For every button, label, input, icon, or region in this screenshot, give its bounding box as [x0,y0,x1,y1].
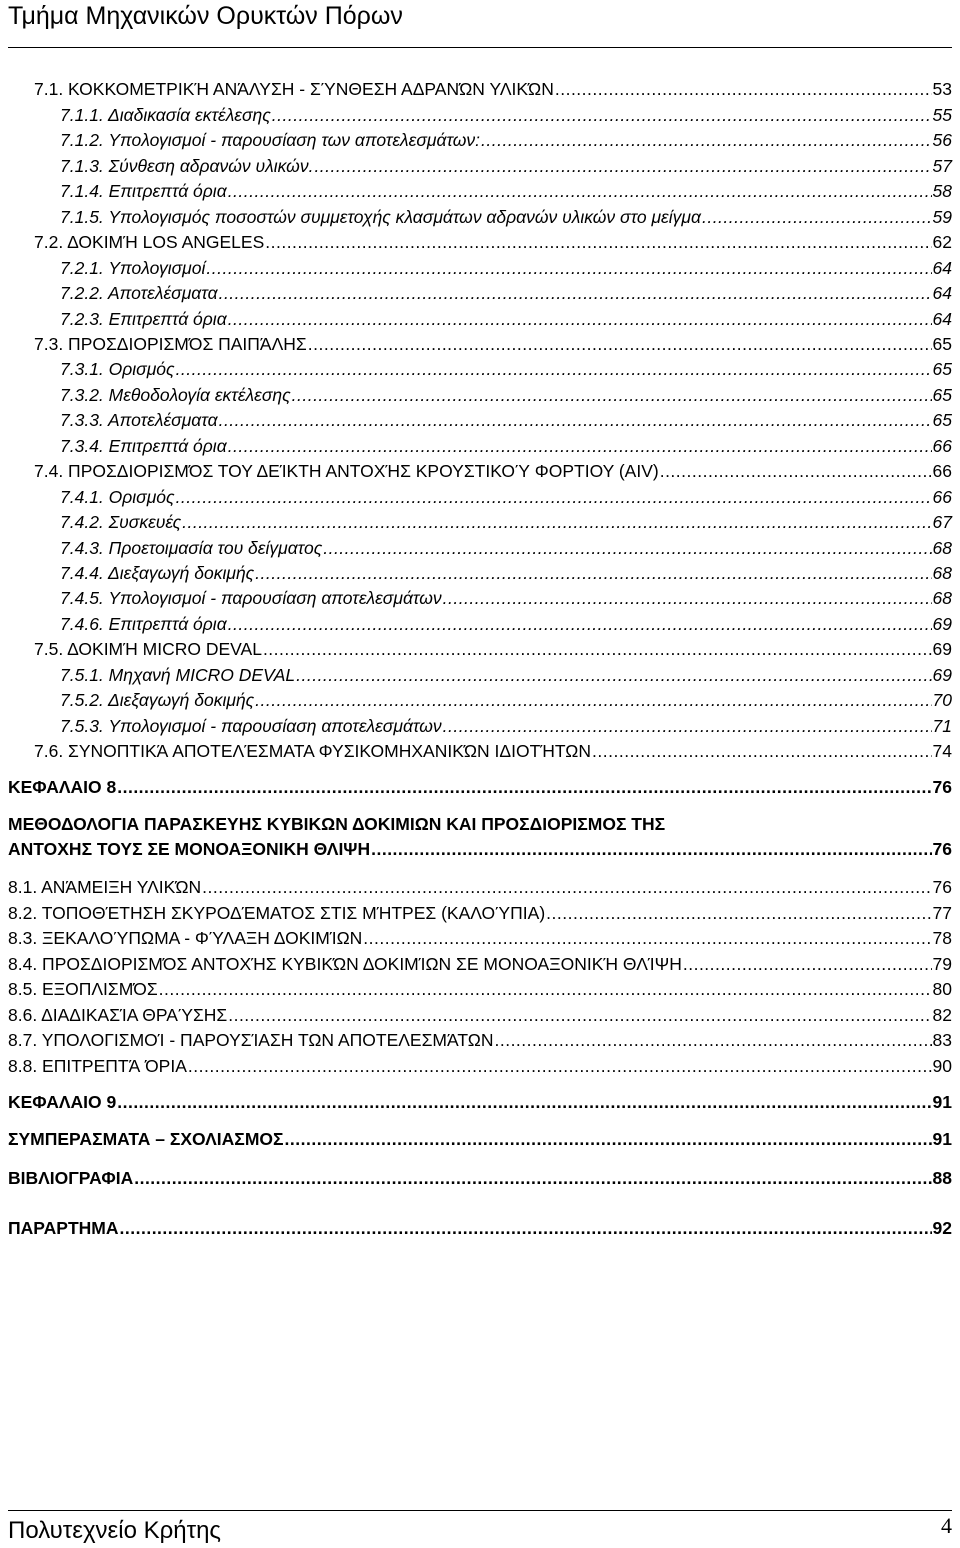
toc-entry-8-3[interactable] [8,927,952,949]
toc-entry-page: 82 [932,1005,952,1025]
leader-dots [182,511,931,533]
toc-entry-7-2-1[interactable] [60,257,952,279]
toc-entry-page: 65 [932,334,952,354]
leader-dots [228,180,932,202]
toc-entry-7-2[interactable] [34,231,952,253]
toc-entry-7-3-4[interactable] [60,435,952,457]
toc-entry-page: 62 [932,232,952,252]
leader-dots [363,927,931,949]
toc-entry-page: 55 [932,105,952,125]
toc-entry-label: ΠΑΡΑΡΤΗΜΑ [8,1218,119,1238]
toc-entry-label: ΚΕΦΑΛΑΙΟ 8 [8,777,117,797]
leader-dots [494,1029,931,1051]
toc-entry-label: 7.4.1. Ορισμός [60,487,175,507]
toc-entry-label: 7.4.2. Συσκευές [60,512,182,532]
leader-dots [555,78,932,100]
leader-dots [296,664,931,686]
toc-entry-page: 70 [932,690,952,710]
toc-entry-7-4[interactable] [34,460,952,482]
toc-entry-label: 7.5.3. Υπολογισμοί - παρουσίαση αποτελεσμάτων [60,716,442,736]
toc-entry-8-6[interactable] [8,1004,952,1026]
toc-entry-label: 8.3. ΞΕΚΑΛΟΎΠΩΜΑ - ΦΎΛΑΞΗ ΔΟΚΙΜΊΩΝ [8,928,363,948]
toc-entry-7-2-3[interactable] [60,308,952,330]
toc-entry-page: 71 [932,716,952,736]
toc-entry-7-1[interactable] [34,78,952,100]
toc-entry-page: 65 [932,359,952,379]
toc-entry-7-1-1[interactable] [60,104,952,126]
toc-entry-page: 68 [932,588,952,608]
toc-entry-8-2[interactable] [8,902,952,924]
leader-dots [202,876,931,898]
leader-dots [219,282,932,304]
toc-entry-label: 7.2.1. Υπολογισμοί [60,258,206,278]
toc-entry-label: ΑΝΤΟΧΗΣ ΤΟΥΣ ΣΕ ΜΟΝΟΑΞΟΝΙΚΗ ΘΛΙΨΗ [8,839,371,859]
toc-entry-page: 64 [932,309,952,329]
leader-dots [292,384,932,406]
leader-dots [228,308,932,330]
leader-dots [702,206,932,228]
footer-institution: Πολυτεχνείο Κρήτης [8,1517,221,1544]
toc-entry-7-4-5[interactable] [60,587,952,609]
toc-entry-label: 7.5. ΔΟΚΙΜΉ MICRO DEVAL [34,639,262,659]
toc-entry-label: 8.8. ΕΠΙΤΡΕΠΤΆ ΌΡΙΑ [8,1056,187,1076]
toc-entry-page: 66 [932,436,952,456]
toc-entry-7-3-2[interactable] [60,384,952,406]
toc-entry-page: 57 [932,156,952,176]
footer-divider [8,1510,952,1511]
toc-entry-7-1-2[interactable] [60,129,952,151]
toc-entry-7-3[interactable] [34,333,952,355]
toc-entry-page: 69 [932,614,952,634]
toc-entry-page: 92 [932,1218,952,1238]
toc-entry-chapter-9[interactable] [8,1091,952,1113]
toc-entry-8-1[interactable] [8,876,952,898]
toc-entry-7-4-2[interactable] [60,511,952,533]
toc-entry-page: 67 [932,512,952,532]
leader-dots [228,613,932,635]
page-header-title: Τμήμα Μηχανικών Ορυκτών Πόρων [8,2,403,30]
toc-entry-7-5-1[interactable] [60,664,952,686]
toc-chapter-8-title: ΜΕΘΟΔΟΛΟΓΙΑ ΠΑΡΑΣΚΕΥΗΣ ΚΥΒΙΚΩΝ ΔΟΚΙΜΙΩΝ ΚΑΙ ΠΡΟΣΔΙΟΡΙΣΜΟΣ ΤΗΣ [8,814,666,834]
toc-entry-label: 8.6. ΔΙΑΔΙΚΑΣΊΑ ΘΡΑΎΣΗΣ [8,1005,228,1025]
toc-entry-label: 7.1.2. Υπολογισμοί - παρουσίαση των αποτελεσμάτων: [60,130,481,150]
toc-entry-page: 69 [932,665,952,685]
toc-entry-page: 64 [932,258,952,278]
toc-entry-label: 7.5.2. Διεξαγωγή δοκιμής [60,690,255,710]
leader-dots [481,129,932,151]
leader-dots [443,715,932,737]
leader-dots [117,776,931,798]
toc-entry-bibliography[interactable] [8,1167,952,1189]
toc-entry-label: 7.3.3. Αποτελέσματα [60,410,218,430]
toc-entry-page: 69 [932,639,952,659]
leader-dots [683,953,932,975]
leader-dots [255,689,931,711]
toc-entry-8-4[interactable] [8,953,952,975]
toc-entry-page: 68 [932,563,952,583]
toc-entry-page: 56 [932,130,952,150]
leader-dots [255,562,931,584]
leader-dots [219,409,932,431]
toc-entry-page: 91 [932,1129,952,1149]
toc-entry-label: 7.3. ΠΡΟΣΔΙΟΡΙΣΜΌΣ ΠΑΙΠΆΛΗΣ [34,334,307,354]
toc-entry-appendix[interactable] [8,1217,952,1239]
toc-entry-7-5-2[interactable] [60,689,952,711]
toc-entry-page: 79 [932,954,952,974]
toc-entry-label: 7.2.2. Αποτελέσματα [60,283,218,303]
leader-dots [323,537,931,559]
leader-dots [134,1167,931,1189]
toc-entry-label: 7.5.1. Μηχανή MICRO DEVAL [60,665,296,685]
toc-entry-page: 66 [932,461,952,481]
toc-entry-7-5-3[interactable] [60,715,952,737]
leader-dots [285,1128,932,1150]
toc-entry-page: 88 [932,1168,952,1188]
toc-entry-label: 7.2. ΔΟΚΙΜΉ LOS ANGELES [34,232,265,252]
toc-entry-label: 7.3.2. Μεθοδολογία εκτέλεσης [60,385,291,405]
toc-entry-label: 7.2.3. Επιτρεπτά όρια [60,309,227,329]
toc-entry-page: 90 [932,1056,952,1076]
toc-entry-label: ΣΥΜΠΕΡΑΣΜΑΤΑ – ΣΧΟΛΙΑΣΜΟΣ [8,1129,284,1149]
leader-dots [176,358,932,380]
leader-dots [263,638,932,660]
toc-entry-label: 7.4.4. Διεξαγωγή δοκιμής [60,563,255,583]
toc-entry-label: 8.4. ΠΡΟΣΔΙΟΡΙΣΜΌΣ ΑΝΤΟΧΉΣ ΚΥΒΙΚΏΝ ΔΟΚΙΜΊΩΝ ΣΕ ΜΟΝΟΑΞΟΝΙΚΉ ΘΛΊΨΗ [8,954,682,974]
toc-entry-label: 8.1. ΑΝΆΜΕΙΞΗ ΥΛΙΚΏΝ [8,877,202,897]
toc-entry-label: 7.6. ΣΥΝΟΠΤΙΚΆ ΑΠΟΤΕΛΈΣΜΑΤΑ ΦΥΣΙΚΟΜΗΧΑΝΙΚΏΝ ΙΔΙΟΤΉΤΩΝ [34,741,592,761]
toc-entry-page: 58 [932,181,952,201]
toc-entry-7-1-4[interactable] [60,180,952,202]
toc-entry-7-5[interactable] [34,638,952,660]
leader-dots [159,978,932,1000]
toc-entry-page: 65 [932,410,952,430]
toc-entry-label: 7.1.5. Υπολογισμός ποσοστών συμμετοχής κλασμάτων αδρανών υλικών στο μείγμα [60,207,701,227]
toc-entry-7-4-1[interactable] [60,486,952,508]
toc-entry-7-4-4[interactable] [60,562,952,584]
toc-entry-8-5[interactable] [8,978,952,1000]
leader-dots [265,231,931,253]
footer-page-number: 4 [941,1513,952,1538]
toc-entry-page: 65 [932,385,952,405]
toc-entry-page: 53 [932,79,952,99]
toc-entry-page: 77 [932,903,952,923]
toc-entry-label: 7.3.1. Ορισμός [60,359,175,379]
toc-entry-chapter-8[interactable] [8,776,952,798]
toc-entry-page: 91 [932,1092,952,1112]
toc-entry-label: 7.4.3. Προετοιμασία του δείγματος [60,538,323,558]
toc-entry-label: 7.4.6. Επιτρεπτά όρια [60,614,227,634]
leader-dots [314,155,931,177]
leader-dots [188,1055,932,1077]
toc-entry-8-7[interactable] [8,1029,952,1051]
toc-entry-page: 78 [932,928,952,948]
leader-dots [117,1091,931,1113]
toc-entry-label: 8.2. ΤΟΠΟΘΈΤΗΣΗ ΣΚΥΡΟΔΈΜΑΤΟΣ ΣΤΙΣ ΜΉΤΡΕΣ (ΚΑΛΟΎΠΙΑ) [8,903,546,923]
leader-dots [592,740,932,762]
toc-entry-label: ΚΕΦΑΛΑΙΟ 9 [8,1092,117,1112]
leader-dots [228,1004,931,1026]
toc-entry-7-2-2[interactable] [60,282,952,304]
toc-entry-label: 7.1.1. Διαδικασία εκτέλεσης [60,105,271,125]
toc-entry-page: 74 [932,741,952,761]
toc-entry-label: 7.3.4. Επιτρεπτά όρια [60,436,227,456]
leader-dots [443,587,932,609]
leader-dots [546,902,931,924]
leader-dots [176,486,932,508]
leader-dots [206,257,931,279]
toc-entry-page: 80 [932,979,952,999]
toc-entry-label: 8.5. ΕΞΟΠΛΙΣΜΌΣ [8,979,158,999]
toc-entry-7-3-3[interactable] [60,409,952,431]
leader-dots [371,838,931,860]
toc-entry-label: 8.7. ΥΠΟΛΟΓΙΣΜΟΊ - ΠΑΡΟΥΣΊΑΣΗ ΤΩΝ ΑΠΟΤΕΛΕΣΜΆΤΩΝ [8,1030,494,1050]
toc-entry-label: 7.1.3. Σύνθεση αδρανών υλικών. [60,156,314,176]
toc-entry-7-3-1[interactable] [60,358,952,380]
toc-entry-page: 83 [932,1030,952,1050]
toc-entry-page: 64 [932,283,952,303]
leader-dots [272,104,932,126]
leader-dots [660,460,932,482]
toc-entry-7-1-5[interactable] [60,206,952,228]
toc-entry-chapter-8-title[interactable] [8,838,952,860]
toc-entry-7-4-3[interactable] [60,537,952,559]
leader-dots [120,1217,932,1239]
leader-dots [308,333,932,355]
toc-entry-8-8[interactable] [8,1055,952,1077]
toc-entry-page: 68 [932,538,952,558]
toc-entry-label: 7.4. ΠΡΟΣΔΙΟΡΙΣΜΌΣ ΤΟΥ ΔΕΊΚΤΗ ΑΝΤΟΧΉΣ ΚΡΟΥΣΤΙΚΟΎ ΦΟΡΤΙΟΥ (AIV) [34,461,659,481]
leader-dots [228,435,932,457]
toc-entry-page: 66 [932,487,952,507]
toc-entry-label: 7.1.4. Επιτρεπτά όρια [60,181,227,201]
toc-entry-7-1-3[interactable] [60,155,952,177]
toc-entry-label: ΒΙΒΛΙΟΓΡΑΦΙΑ [8,1168,134,1188]
toc-entry-conclusions[interactable] [8,1128,952,1150]
toc-entry-page: 76 [932,839,952,859]
toc-entry-page: 59 [932,207,952,227]
toc-entry-label: 7.1. ΚΟΚΚΟΜΕΤΡΙΚΉ ΑΝΆΛΥΣΗ - ΣΎΝΘΕΣΗ ΑΔΡΑΝΏΝ ΥΛΙΚΏΝ [34,79,554,99]
toc-entry-label: 7.4.5. Υπολογισμοί - παρουσίαση αποτελεσμάτων [60,588,442,608]
toc-entry-page: 76 [932,877,952,897]
toc-entry-7-4-6[interactable] [60,613,952,635]
toc-entry-7-6[interactable] [34,740,952,762]
toc-entry-page: 76 [932,777,952,797]
